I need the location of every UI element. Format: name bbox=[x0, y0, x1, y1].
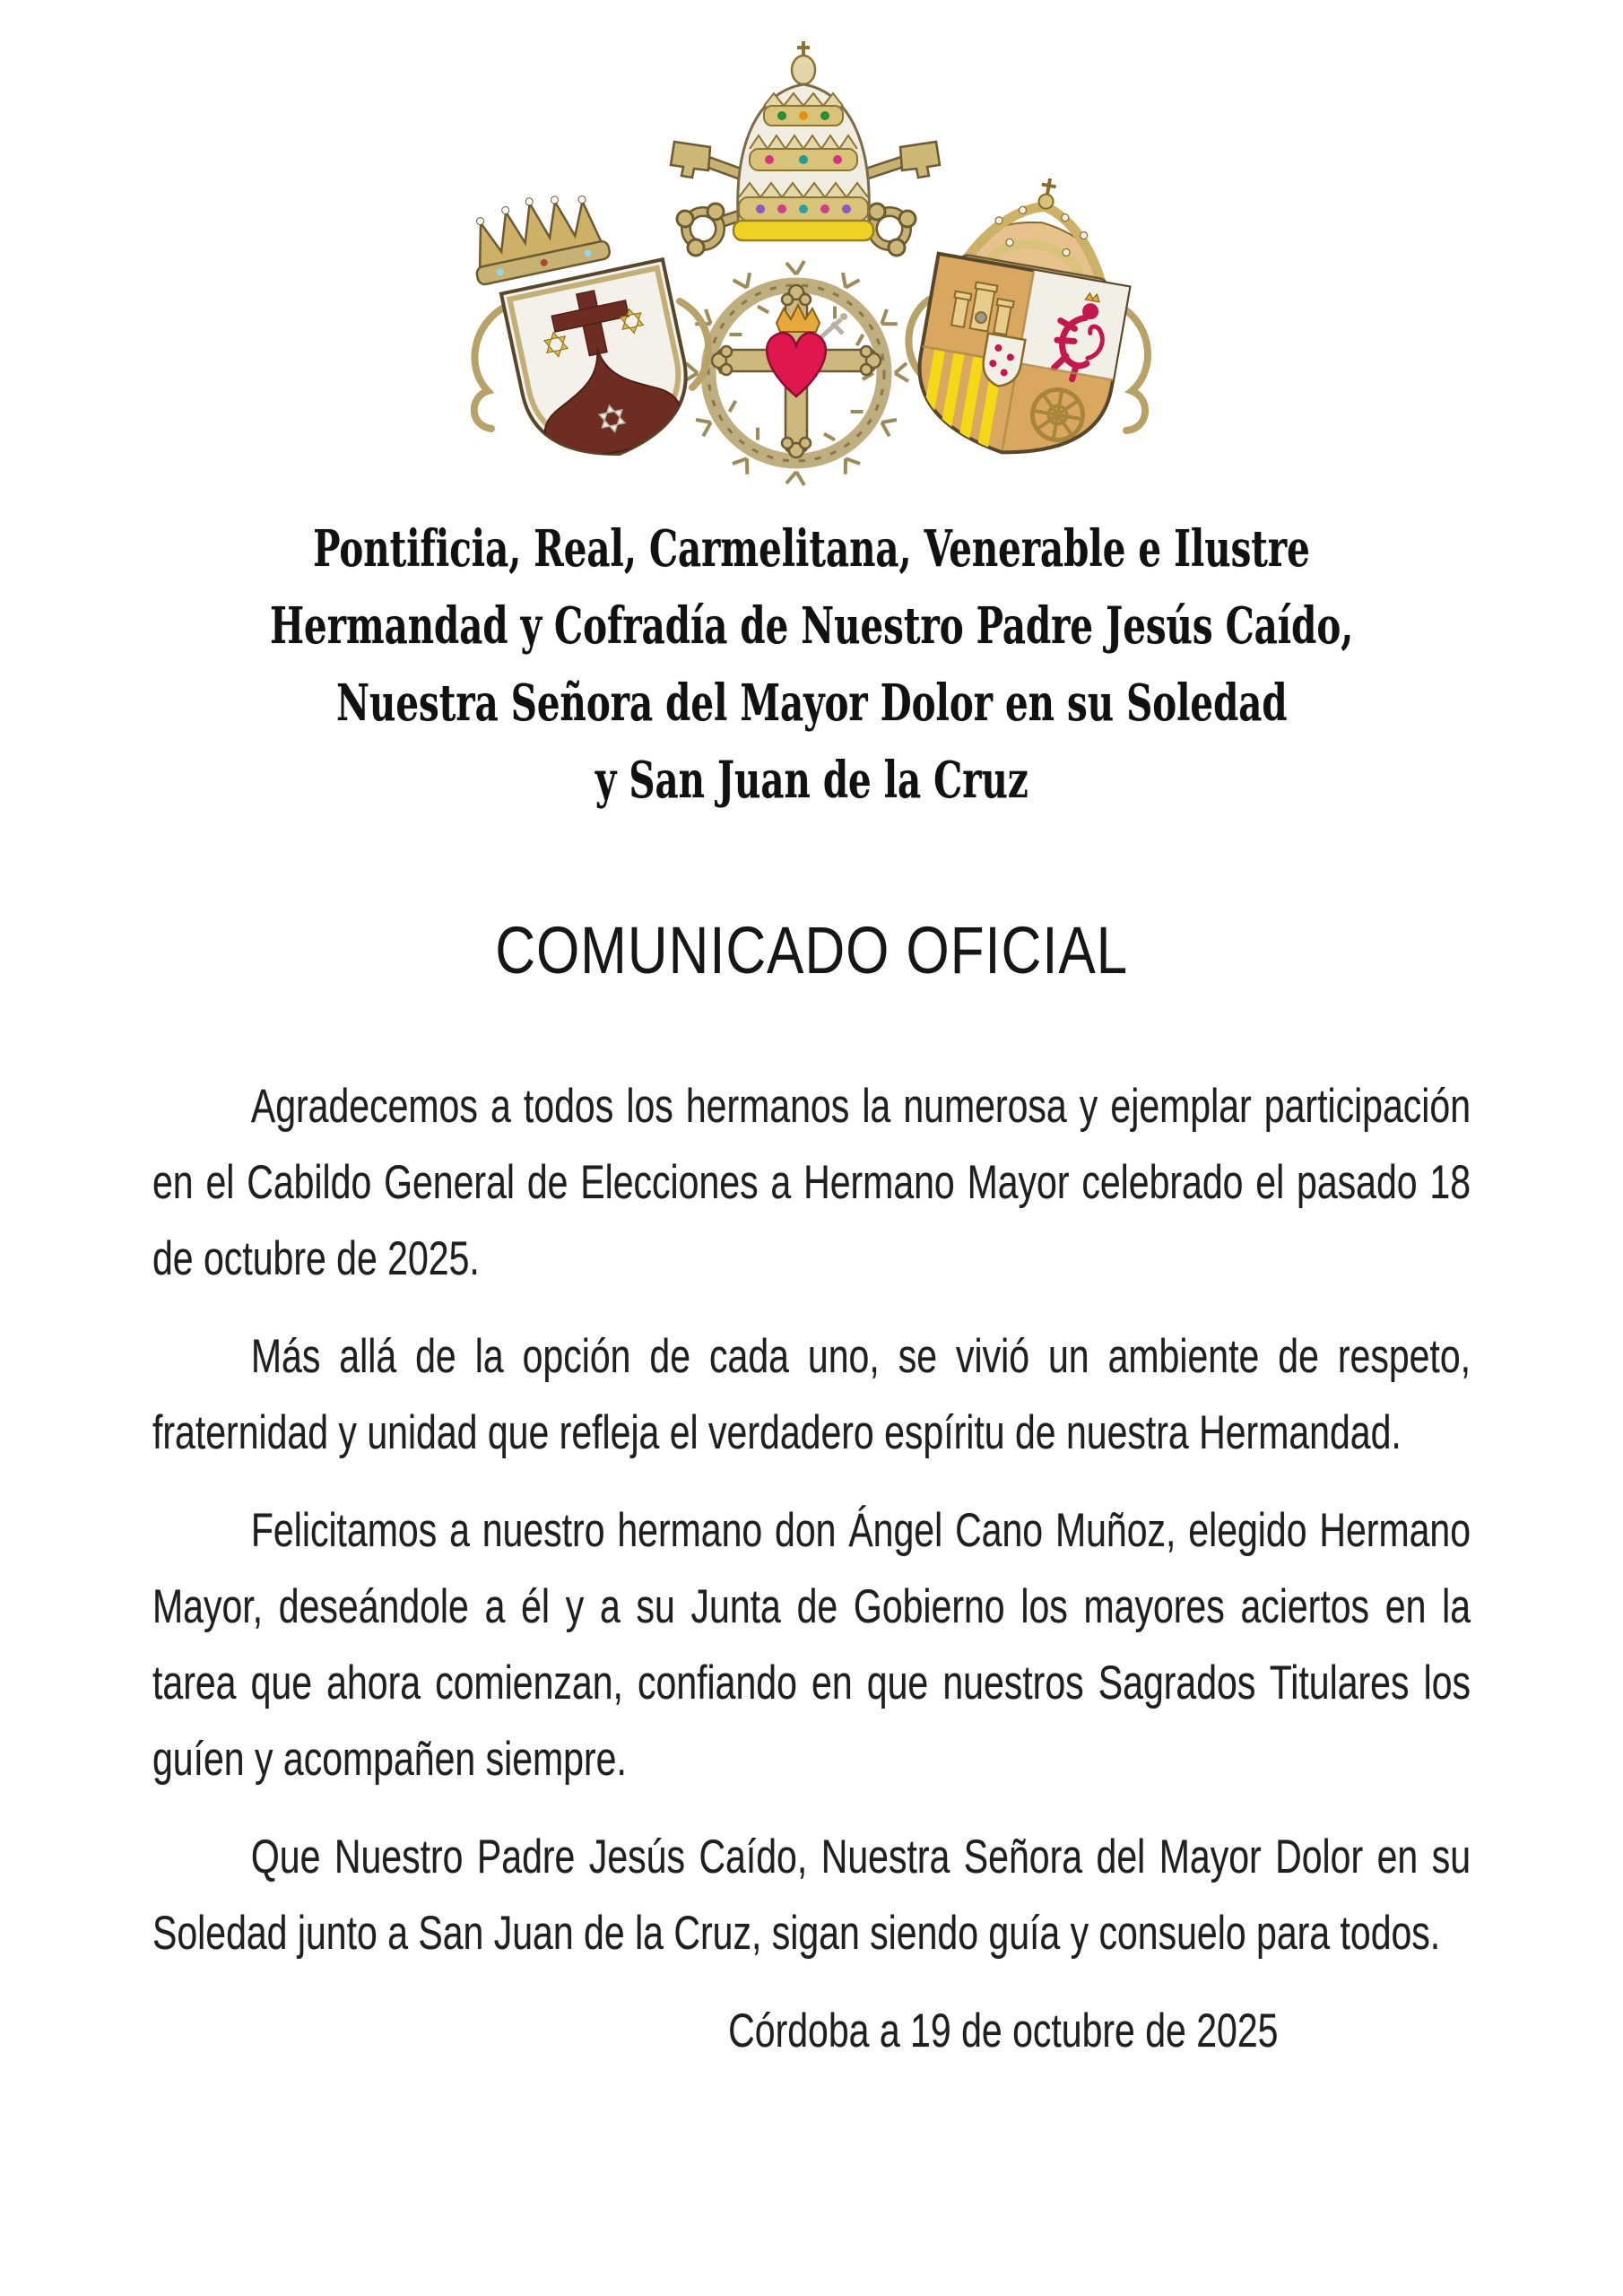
org-name-line-1: Pontificia, Real, Carmelitana, Venerable e Ilustre bbox=[313, 519, 1310, 578]
paragraph-2: Más allá de la opción de cada uno, se vivió un ambiente de respeto, fraternidad y unidad que refleja el verdadero espíritu de nuestra Hermandad. bbox=[152, 1329, 1471, 1459]
org-name-line-2: Hermandad y Cofradía de Nuestro Padre Jesús Caído, bbox=[269, 596, 1354, 656]
papal-tiara-icon bbox=[733, 41, 873, 240]
document-body bbox=[152, 1068, 1471, 2069]
paragraph-1: Agradecemos a todos los hermanos la numerosa y ejemplar participación en el Cabildo General de Elecciones a Hermano Mayor celebrado el pasado 18 de octubre de 2025. bbox=[152, 1079, 1471, 1285]
paragraph-4: Que Nuestro Padre Jesús Caído, Nuestra Señora del Mayor Dolor en su Soledad junto a San Juan de la Cruz, sigan siendo guía y consuelo para todos. bbox=[152, 1830, 1471, 1960]
spanish-royal-shield-icon bbox=[907, 161, 1148, 471]
paragraph-3: Felicitamos a nuestro hermano don Ángel Cano Muñoz, elegido Hermano Mayor, deseándole a él y a su Junta de Gobierno los mayores aciertos en la tarea que ahora comienzan, confiando en que nuestros Sagrados Titulares los guíen y acompañen siempre. bbox=[152, 1503, 1471, 1786]
carmelite-shield-icon bbox=[464, 173, 708, 474]
org-name-line-3: Nuestra Señora del Mayor Dolor en su Soledad bbox=[335, 674, 1288, 733]
ducal-crown-icon bbox=[464, 184, 611, 285]
dateline: Córdoba a 19 de octubre de 2025 bbox=[728, 2004, 1279, 2057]
document-title: COMUNICADO OFICIAL bbox=[495, 913, 1128, 987]
org-name-line-4: y San Juan de la Cruz bbox=[595, 751, 1028, 810]
coat-of-arms bbox=[448, 34, 1219, 496]
org-name bbox=[0, 510, 1623, 819]
